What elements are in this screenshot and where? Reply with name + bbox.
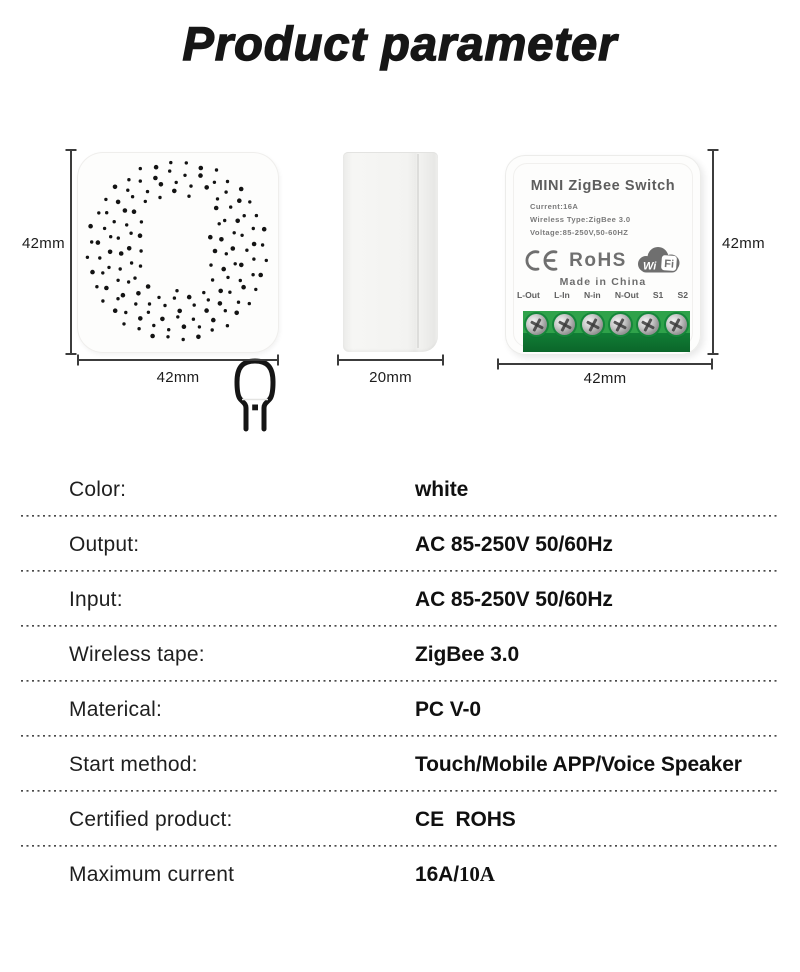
param-value	[415, 862, 495, 887]
table-row-certified	[21, 792, 779, 847]
table-row-output	[21, 517, 779, 572]
side-width-dimension-line	[338, 359, 443, 361]
ce-mark-icon	[524, 248, 560, 273]
terminal-label-s2: S2	[677, 290, 688, 300]
dot-pattern	[77, 152, 279, 353]
terminal-screw	[554, 314, 575, 335]
wifi-logo-icon	[636, 246, 682, 275]
param-label: Certified product:	[69, 807, 233, 831]
table-row-color	[21, 462, 779, 517]
side-seam-line	[417, 154, 419, 348]
back-width-label: 42mm	[583, 370, 627, 387]
product-front-view	[77, 152, 279, 353]
table-row-max-current	[21, 847, 779, 902]
table-row-start-method	[21, 737, 779, 792]
param-label: Maximum current	[69, 862, 235, 886]
front-height-label: 42mm	[22, 235, 65, 252]
terminal-labels	[517, 290, 688, 300]
param-label: Materical:	[69, 697, 163, 721]
page-title: Product parameter	[182, 17, 618, 70]
param-value: PC V-0	[415, 697, 481, 721]
spec-voltage: Voltage:85-250V,50-60HZ	[530, 228, 629, 237]
parameters-table	[21, 462, 779, 902]
param-label: Wireless tape:	[69, 642, 205, 666]
side-width-label: 20mm	[369, 369, 412, 386]
switch-plug-icon	[232, 356, 278, 432]
terminal-screw	[610, 314, 631, 335]
terminal-label-nin: N-in	[583, 290, 601, 300]
terminal-label-lin: L-In	[554, 290, 570, 300]
front-height-dimension-line	[70, 150, 72, 354]
device-specs	[530, 200, 701, 239]
terminal-screw	[582, 314, 603, 335]
terminal-label-nout: N-Out	[614, 290, 639, 300]
table-row-material	[21, 682, 779, 737]
terminal-screw	[526, 314, 547, 335]
product-back-view	[505, 155, 701, 355]
rohs-label: RoHS	[569, 249, 627, 271]
param-label: Output:	[69, 532, 140, 556]
param-value: ZigBee 3.0	[415, 642, 520, 666]
table-row-input	[21, 572, 779, 627]
terminal-label-lout: L-Out	[517, 290, 540, 300]
terminal-screw	[638, 314, 659, 335]
back-width-dimension-line	[498, 363, 712, 365]
param-value: AC 85-250V 50/60Hz	[415, 587, 613, 611]
max-current-sans: 16A/	[415, 863, 459, 886]
spec-current: Current:16A	[530, 202, 579, 211]
param-label: Input:	[69, 587, 123, 611]
front-width-label: 42mm	[156, 369, 200, 386]
param-value: CE ROHS	[415, 807, 516, 831]
spec-wireless: Wireless Type:ZigBee 3.0	[530, 215, 631, 224]
terminal-label-s1: S1	[652, 290, 664, 300]
terminal-block	[523, 311, 690, 352]
max-current-serif: 10A	[458, 862, 495, 886]
device-name: MINI ZigBee Switch	[530, 178, 676, 194]
table-row-wireless	[21, 627, 779, 682]
param-label: Start method:	[69, 752, 198, 776]
svg-text:Fi: Fi	[663, 258, 675, 271]
param-value: AC 85-250V 50/60Hz	[415, 532, 613, 556]
param-label: Color:	[69, 477, 127, 501]
front-width-dimension-line	[78, 359, 278, 361]
back-height-label: 42mm	[722, 235, 765, 252]
param-value: Touch/Mobile APP/Voice Speaker	[415, 752, 742, 776]
terminal-screw	[666, 314, 687, 335]
certification-row	[505, 246, 701, 275]
back-height-dimension-line	[712, 150, 714, 354]
made-in-label: Made in China	[559, 276, 647, 288]
param-value: white	[415, 477, 469, 501]
product-side-view	[343, 152, 438, 352]
svg-text:Wi: Wi	[642, 260, 657, 273]
